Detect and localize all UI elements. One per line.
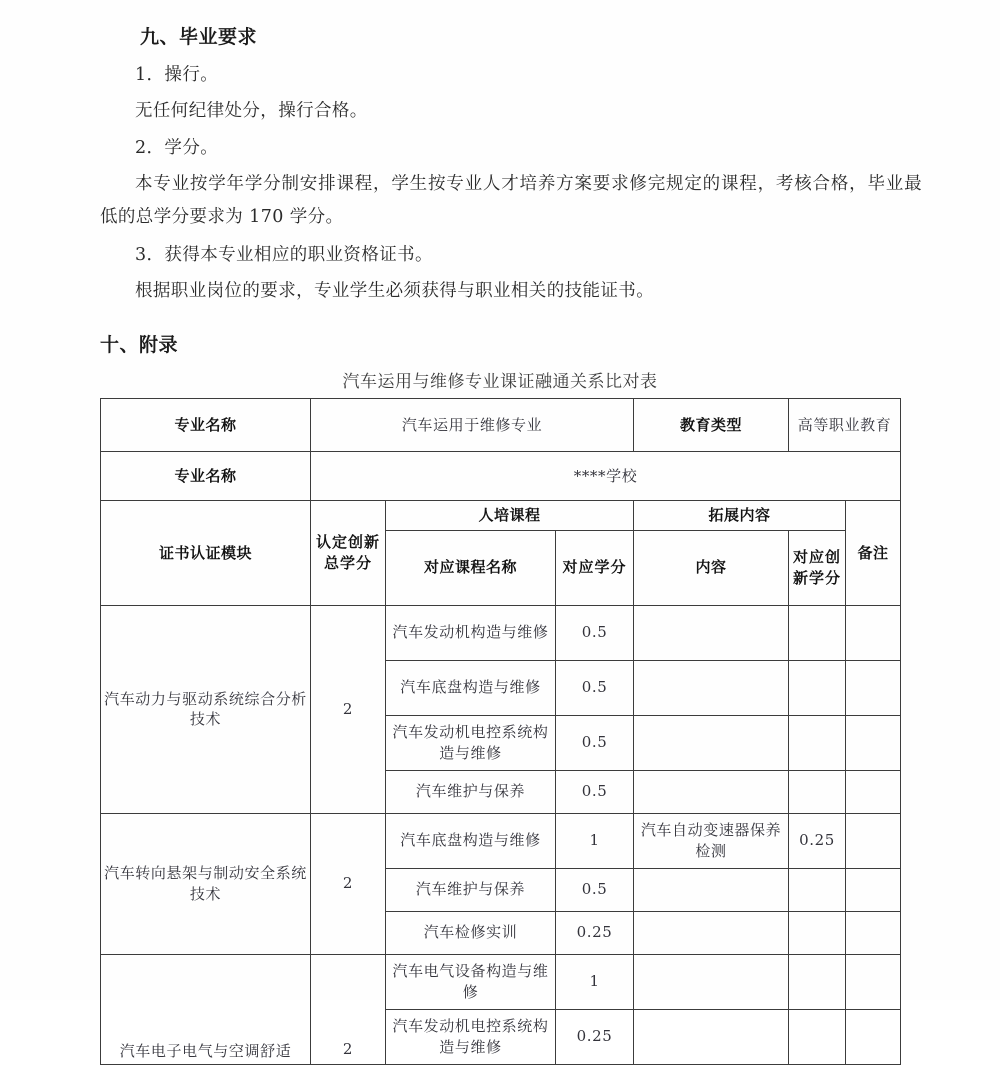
header-course-name: 对应课程名称: [386, 530, 556, 605]
header-extension-credits: 对应创新学分: [789, 530, 846, 605]
cell-course-name: 汽车维护与保养: [386, 770, 556, 813]
header-extension: 拓展内容: [634, 501, 846, 530]
paragraph-body-2: 本专业按学年学分制安排课程，学生按专业人才培养方案要求修完规定的课程，考核合格，毕业最低的总学分要求为 170 学分。: [100, 173, 922, 228]
paragraph-item-2: 2．学分。: [135, 138, 219, 159]
paragraph-body-1: 无任何纪律处分，操行合格。: [135, 100, 368, 121]
table-container: [0, 398, 1000, 1064]
cell-module-name: 汽车转向悬架与制动安全系统技术: [101, 813, 311, 954]
cell-extension-credits: 0.25: [789, 813, 846, 868]
cell-extension-content: [634, 715, 789, 770]
cell-remark: [846, 813, 901, 868]
cell-module-total-credits: 2: [311, 954, 386, 1064]
cell-extension-credits: [789, 605, 846, 660]
cell-course-name: 汽车底盘构造与维修: [386, 660, 556, 715]
cell-course-credits: 0.5: [556, 770, 634, 813]
table-row: [101, 605, 901, 660]
cell-major-name-value: 汽车运用于维修专业: [311, 399, 634, 452]
cell-course-credits: 0.5: [556, 660, 634, 715]
cell-extension-credits: [789, 868, 846, 911]
cell-school-label: 专业名称: [101, 452, 311, 501]
cell-education-type-label: 教育类型: [634, 399, 789, 452]
cell-extension-content: [634, 911, 789, 954]
cell-extension-credits: [789, 1009, 846, 1064]
cell-course-name: 汽车维护与保养: [386, 868, 556, 911]
cell-extension-credits: [789, 660, 846, 715]
cell-extension-content: [634, 605, 789, 660]
cell-module-total-credits: 2: [311, 605, 386, 813]
header-module: 证书认证模块: [101, 501, 311, 605]
course-certificate-matrix-table: [100, 398, 901, 1064]
cell-course-credits: 0.5: [556, 868, 634, 911]
header-content: 内容: [634, 530, 789, 605]
paragraph-item-3: 3．获得本专业相应的职业资格证书。: [135, 244, 433, 265]
cell-remark: [846, 605, 901, 660]
cell-extension-credits: [789, 770, 846, 813]
header-course-credits: 对应学分: [556, 530, 634, 605]
cell-course-name: 汽车发动机构造与维修: [386, 605, 556, 660]
header-total-credits: 认定创新总学分: [311, 501, 386, 605]
header-training-course: 人培课程: [386, 501, 634, 530]
cell-remark: [846, 868, 901, 911]
cell-extension-credits: [789, 911, 846, 954]
cell-remark: [846, 770, 901, 813]
cell-extension-credits: [789, 954, 846, 1009]
cell-extension-content: [634, 868, 789, 911]
cell-extension-content: [634, 1009, 789, 1064]
table-title: 汽车运用与维修专业课证融通关系比对表: [342, 372, 658, 393]
cell-remark: [846, 715, 901, 770]
cell-course-credits: 0.5: [556, 605, 634, 660]
cell-course-credits: 1: [556, 954, 634, 1009]
header-remark: 备注: [846, 501, 901, 605]
cell-module-name: 汽车电子电气与空调舒适: [101, 954, 311, 1064]
prose-block: [0, 0, 1000, 357]
paragraph-body-3: 根据职业岗位的要求，专业学生必须获得与职业相关的技能证书。: [135, 280, 655, 301]
table-row-major-name: [101, 399, 901, 452]
cell-extension-content: [634, 770, 789, 813]
cell-course-name: 汽车发动机电控系统构造与维修: [386, 1009, 556, 1064]
table-row: [101, 954, 901, 1009]
cell-course-credits: 0.25: [556, 1009, 634, 1064]
table-row-school-name: [101, 452, 901, 501]
cell-extension-content: [634, 954, 789, 1009]
cell-extension-content: [634, 660, 789, 715]
cell-course-credits: 0.5: [556, 715, 634, 770]
cell-remark: [846, 660, 901, 715]
cell-remark: [846, 911, 901, 954]
section-heading-graduation: 九、毕业要求: [140, 26, 258, 48]
cell-course-credits: 0.25: [556, 911, 634, 954]
cell-remark: [846, 954, 901, 1009]
cell-course-name: 汽车电气设备构造与维修: [386, 954, 556, 1009]
cell-school-value: ****学校: [311, 452, 901, 501]
cell-module-total-credits: 2: [311, 813, 386, 954]
table-row: [101, 813, 901, 868]
section-heading-appendix: 十、附录: [100, 334, 179, 357]
cell-module-name: 汽车动力与驱动系统综合分析技术: [101, 605, 311, 813]
paragraph-item-1: 1．操行。: [135, 65, 219, 85]
table-header-row-top: [101, 501, 901, 530]
cell-remark: [846, 1009, 901, 1064]
cell-course-name: 汽车发动机电控系统构造与维修: [386, 715, 556, 770]
cell-major-name-label: 专业名称: [101, 399, 311, 452]
cell-extension-content: 汽车自动变速器保养检测: [634, 813, 789, 868]
cell-course-credits: 1: [556, 813, 634, 868]
cell-extension-credits: [789, 715, 846, 770]
cell-course-name: 汽车底盘构造与维修: [386, 813, 556, 868]
cell-education-type-value: 高等职业教育: [789, 399, 901, 452]
cell-course-name: 汽车检修实训: [386, 911, 556, 954]
